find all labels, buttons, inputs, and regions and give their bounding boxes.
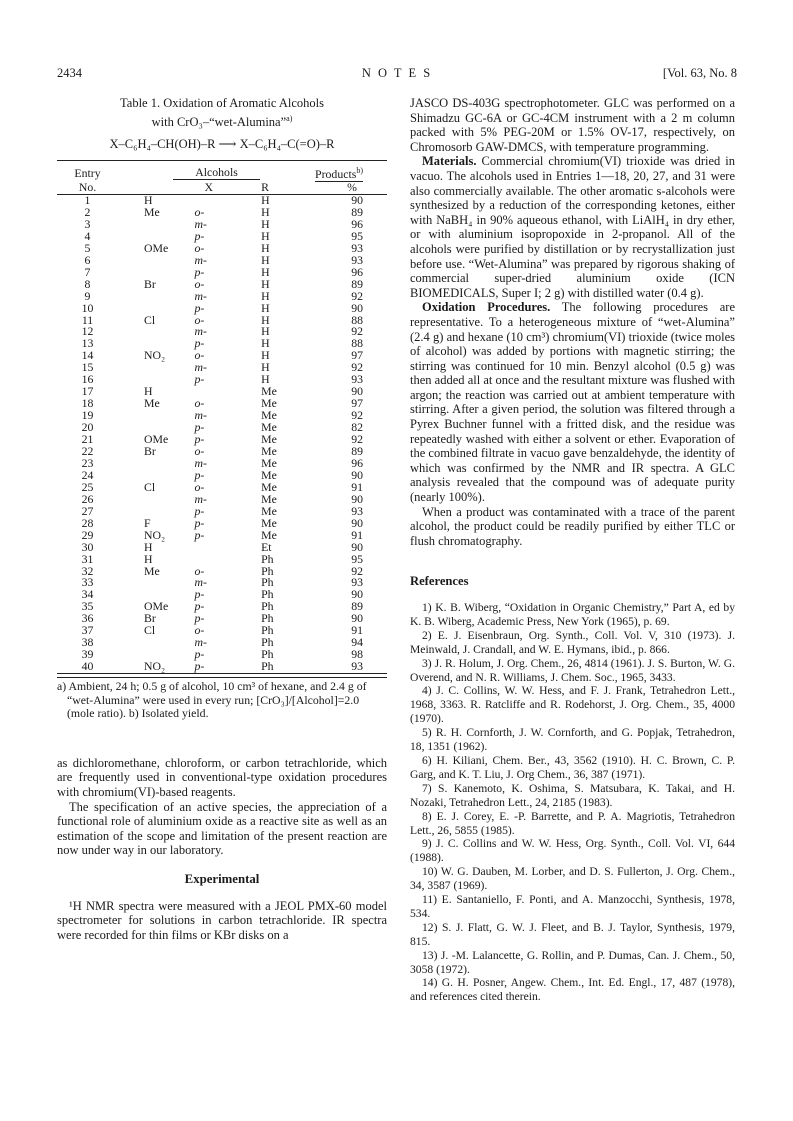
oxidation-heading: Oxidation Procedures. — [422, 300, 551, 315]
reference-item: 5) R. H. Cornforth, J. W. Cornforth, and G. Popjak, Tetrahedron, 18, 1351 (1962). — [410, 726, 735, 754]
table-cell — [118, 219, 188, 231]
table-cell: H — [261, 264, 270, 279]
table-row — [57, 566, 387, 578]
table-row — [57, 625, 387, 637]
table-cell: 31 — [81, 551, 94, 566]
table-cell: m- — [194, 324, 207, 339]
table-cell: m- — [194, 252, 207, 267]
table-cell: 9 — [84, 288, 91, 303]
table-cell: 90 — [351, 539, 363, 554]
table-cell: 82 — [351, 420, 363, 435]
table-cell: 96 — [351, 455, 363, 470]
table-cell: 15 — [81, 360, 94, 375]
table-cell: 7 — [84, 264, 91, 279]
table-cell: Cl — [144, 623, 156, 638]
reference-item: 2) E. J. Eisenbraun, Org. Synth., Coll. Vol. V, 310 (1973). J. Meinwald, J. Crandall, and W. E. Hymans, ibid., p. 866. — [410, 628, 735, 656]
table-cell: p- — [194, 372, 205, 387]
table-cell: 6 — [84, 252, 91, 267]
table-cell: Ph — [261, 587, 274, 602]
header-products-sup: b) — [356, 166, 363, 176]
table-row — [57, 613, 387, 625]
table-cell: p- — [194, 420, 205, 435]
table-cell: Ph — [261, 563, 274, 578]
table-cell: Ph — [261, 661, 315, 673]
table-cell: 34 — [81, 587, 94, 602]
table-cell: 33 — [81, 575, 94, 590]
table-cell: 24 — [81, 467, 94, 482]
table-cell: Me — [261, 396, 277, 411]
table-row — [57, 577, 387, 589]
table-cell — [118, 458, 188, 470]
table-cell: Me — [261, 515, 277, 530]
table-row — [57, 434, 387, 446]
table-row — [57, 661, 387, 673]
table-row — [57, 470, 387, 482]
table-cell: Br — [144, 444, 156, 458]
table-caption — [57, 96, 387, 152]
table-cell: NO₂ — [118, 661, 188, 673]
table-cell: m- — [194, 408, 207, 423]
table-cell: 93 — [351, 503, 363, 518]
table-cell — [118, 577, 188, 589]
table-cell: 23 — [81, 455, 94, 470]
table-cell: m- — [194, 491, 207, 506]
table-cell: 90 — [351, 587, 363, 602]
table-cell: Me — [261, 432, 277, 447]
table-row — [57, 207, 387, 219]
table-cell — [118, 410, 188, 422]
table-cell: 11 — [81, 312, 94, 327]
table-cell: 32 — [81, 563, 94, 578]
table-cell: 92 — [351, 360, 363, 375]
table-cell: Me — [261, 479, 277, 494]
table-cell: Me — [261, 420, 277, 435]
table-cell: Me — [144, 396, 160, 411]
table-row — [57, 303, 387, 315]
table-cell: p- — [194, 503, 205, 518]
table-row — [57, 398, 387, 410]
table-row — [57, 194, 387, 206]
experimental-heading: Experimental — [184, 872, 260, 887]
reference-item: 11) E. Santaniello, F. Ponti, and A. Manzocchi, Synthesis, 1978, 534. — [410, 893, 735, 920]
table-cell: p- — [194, 611, 205, 626]
table-cell: Me — [261, 527, 277, 542]
table-cell: 96 — [351, 216, 363, 231]
table-cell: 30 — [81, 539, 94, 554]
table-cell: o- — [194, 204, 205, 219]
table-cell: p- — [194, 647, 205, 662]
table-cell: 96 — [351, 264, 363, 279]
table-row — [57, 589, 387, 601]
table-cell: NO₂ — [144, 527, 166, 542]
data-table — [57, 160, 387, 674]
table-row — [57, 315, 387, 327]
table-cell: Me — [261, 444, 277, 458]
table-cell: 26 — [81, 491, 94, 506]
table-cell — [118, 362, 188, 374]
table-cell: Et — [261, 539, 272, 554]
table-cell: H — [261, 300, 270, 315]
table-cell: 40 — [57, 661, 118, 673]
table-cell: 37 — [81, 623, 94, 638]
table-title-sup: a) — [286, 114, 293, 123]
table-cell: Cl — [144, 312, 156, 327]
table-cell: m- — [194, 216, 207, 231]
table-cell: 94 — [351, 635, 363, 650]
table-cell: 16 — [81, 372, 94, 387]
table-cell: Ph — [261, 635, 274, 650]
table-cell: Br — [144, 276, 156, 291]
paragraph: as dichloromethane, chloroform, or carbon tetrachloride, which are frequently used in conventional-type oxidation procedures with chromium(VI)-based reagents. — [57, 755, 387, 800]
table-cell: 35 — [81, 599, 94, 614]
left-column — [57, 96, 387, 942]
right-column — [410, 96, 735, 1004]
table-cell: H — [261, 336, 270, 351]
table-row — [57, 637, 387, 649]
table-cell: 93 — [315, 661, 387, 673]
table-cell — [118, 255, 188, 267]
table-cell: o- — [194, 396, 205, 411]
reference-item: 12) S. J. Flatt, G. W. J. Fleet, and B. J. Taylor, Synthesis, 1979, 815. — [410, 920, 735, 948]
table-row — [57, 458, 387, 470]
paragraph: ¹H NMR spectra were measured with a JEOL PMX-60 model spectrometer for solutions in carbon tetrachloride. IR spectra were recorded for thin films or KBr disks on a — [57, 898, 387, 942]
table-cell: p- — [194, 515, 205, 530]
table-cell — [118, 494, 188, 506]
references-heading: References — [410, 574, 469, 589]
table-cell: 25 — [81, 479, 94, 494]
header-products: Products — [315, 167, 357, 182]
table-cell: p- — [194, 432, 205, 447]
table-row — [57, 362, 387, 374]
reference-list — [410, 601, 735, 1004]
table-cell: 95 — [351, 551, 363, 566]
running-header — [57, 66, 737, 86]
reference-item: 10) W. G. Dauben, M. Lorber, and D. S. Fullerton, J. Org. Chem., 34, 3587 (1969). — [410, 865, 735, 893]
table-header-row-1 — [57, 161, 387, 182]
table-cell: 91 — [351, 623, 363, 638]
materials-heading: Materials. — [422, 154, 477, 169]
table-cell: Br — [144, 611, 156, 626]
table-row — [57, 410, 387, 422]
header-percent: % — [315, 182, 387, 194]
table-cell: 93 — [351, 252, 363, 267]
table-cell: 21 — [81, 432, 94, 447]
reference-item: 6) H. Kiliani, Chem. Ber., 43, 3562 (1910). H. C. Brown, C. P. Garg, and K. T. Liu, J. Org Chem., 36, 387 (1971). — [410, 753, 735, 781]
table-row — [57, 338, 387, 350]
table-cell: 2 — [84, 204, 91, 219]
reference-item: 8) E. J. Corey, E. -P. Barrette, and P. A. Magriotis, Tetrahedron Lett., 26, 5855 (1985). — [410, 809, 735, 837]
table-row — [57, 231, 387, 243]
table-cell: H — [261, 360, 270, 375]
table-cell: 29 — [81, 527, 94, 542]
table-cell — [118, 374, 188, 386]
table-row — [57, 255, 387, 267]
table-cell: H — [144, 192, 153, 207]
table-cell: 90 — [351, 384, 363, 399]
table-cell: p- — [194, 587, 205, 602]
table-cell: 92 — [351, 432, 363, 447]
reference-item: 14) G. H. Posner, Angew. Chem., Int. Ed. Engl., 17, 487 (1978), and references cited therein. — [410, 976, 735, 1004]
table-cell: OMe — [144, 432, 169, 447]
table-row — [57, 219, 387, 231]
table-cell: F — [144, 515, 151, 530]
table-cell — [118, 326, 188, 338]
table-cell: Me — [261, 455, 277, 470]
table-cell: p- — [194, 228, 205, 243]
table-cell: 88 — [351, 312, 363, 327]
table-cell: H — [261, 252, 270, 267]
table-row — [57, 649, 387, 661]
table-row — [57, 350, 387, 362]
table-cell: 18 — [81, 396, 94, 411]
table-cell: H — [261, 240, 270, 255]
table-row — [57, 482, 387, 494]
table-cell: o- — [194, 563, 205, 578]
header-r: R — [261, 182, 315, 194]
table-cell: Me — [144, 563, 160, 578]
table-cell: 19 — [81, 408, 94, 423]
table-cell: o- — [194, 444, 205, 458]
table-cell: H — [261, 192, 270, 207]
table-cell: 12 — [81, 324, 94, 339]
materials-text: Commercial chromium(VI) trioxide was dried in vacuo. The alcohols used in Entries 1—18, 20, 27, and 31 were also commercially available. The other aromatic s-alcohols were synthesized by a reduction of the corresponding ketones, either with NaBH₄ in 90% aqueous ethanol, with LiAlH₄ in dry ether, or with aluminium isopropoxide in 2-propanol. All of the alcohols were purified by distillation or by recrystallization just before use. “Wet-Alumina” was prepared by rigorous shaking of commercial super-dried aluminium oxide (ICN BIOMEDICALS, Super I; 2 g) with distilled water (0.4 g). — [410, 154, 735, 300]
table-cell: p- — [194, 300, 205, 315]
table-cell: H — [261, 204, 270, 219]
table-cell — [118, 637, 188, 649]
table-cell: 92 — [351, 563, 363, 578]
table-row — [57, 374, 387, 386]
table-cell: H — [261, 372, 270, 387]
paragraph: The specification of an active species, the appreciation of a functional role of aluminium oxide as a reactive site as well as an estimation of the scope and limitation of the present reaction are now under way in our laboratory. — [57, 799, 387, 858]
volume-info: [Vol. 63, No. 8 — [662, 66, 737, 80]
table-cell: m- — [194, 360, 207, 375]
table-cell: 90 — [351, 192, 363, 207]
table-cell: p- — [188, 661, 261, 673]
table-cell: 22 — [81, 444, 94, 458]
table-cell: 93 — [351, 372, 363, 387]
table-row — [57, 386, 387, 398]
table-cell: 91 — [351, 479, 363, 494]
table-title: Table 1. Oxidation of Aromatic Alcohols — [120, 96, 324, 110]
paragraph: JASCO DS-403G spectrophotometer. GLC was performed on a Shimadzu GC-6A or GC-4CM instrument with a 2 m column packed with 5% PEG-20M or 1.5% OV-17, respectively, on Chromosorb GAW-DMCS, with temperature programming. — [410, 96, 735, 154]
reaction-equation: X–C₆H₄–CH(OH)–R ⟶ X–C₆H₄–C(=O)–R — [109, 137, 335, 152]
table-cell: H — [144, 539, 153, 554]
header-x: X — [188, 182, 261, 194]
table-row — [57, 494, 387, 506]
table-row — [57, 554, 387, 566]
table-cell — [118, 291, 188, 303]
table-cell: 90 — [351, 491, 363, 506]
table-cell: Ph — [261, 647, 274, 662]
table-cell: o- — [194, 479, 205, 494]
table-cell — [188, 542, 261, 554]
table-cell: Me — [144, 204, 160, 219]
table-cell: 97 — [351, 348, 363, 363]
table-cell: 13 — [81, 336, 94, 351]
table-row — [57, 267, 387, 279]
table-cell: 93 — [351, 575, 363, 590]
table-cell: Ph — [261, 551, 274, 566]
table-cell: H — [261, 228, 270, 243]
table-cell: 1 — [84, 192, 91, 207]
header-no: No. — [57, 182, 118, 194]
table-cell: 92 — [351, 324, 363, 339]
table-row — [57, 542, 387, 554]
table-cell: o- — [194, 348, 205, 363]
page-number: 2434 — [57, 66, 82, 80]
table-row — [57, 326, 387, 338]
table-cell: o- — [194, 312, 205, 327]
table-cell: 93 — [351, 240, 363, 255]
table-cell: m- — [194, 635, 207, 650]
table-cell: Cl — [144, 479, 156, 494]
table-cell: H — [261, 288, 270, 303]
table-cell: Ph — [261, 611, 274, 626]
reference-item: 3) J. R. Holum, J. Org. Chem., 26, 4814 (1961). J. S. Burton, W. G. Overend, and N. R. Williams, J. Chem. Soc., 1965, 3433. — [410, 656, 735, 684]
table-cell: H — [261, 324, 270, 339]
reference-item: 7) S. Kanemoto, K. Oshima, S. Matsubara, K. Takai, and H. Nozaki, Tetrahedron Lett., 24, 2185 (1983). — [410, 781, 735, 809]
table-cell: OMe — [144, 240, 169, 255]
table-cell: 92 — [351, 408, 363, 423]
table-header-row-2 — [57, 182, 387, 194]
table-cell: Me — [261, 491, 277, 506]
table-cell: 97 — [351, 396, 363, 411]
table-cell: 91 — [351, 527, 363, 542]
table-cell: 89 — [351, 599, 363, 614]
table-cell: H — [261, 312, 270, 327]
table-cell: 90 — [351, 467, 363, 482]
table-cell: p- — [194, 467, 205, 482]
table-row — [57, 506, 387, 518]
oxidation-text: The following procedures are representative. To a heterogeneous mixture of “wet-Alumina” (2.4 g) and hexane (10 cm³) chromium(VI) trioxide (twice moles of alcohol) was added by portions with magnetic stirring; the stirring was continued for 10 min. Benzyl alcohol (0.5 g) was then added all at once and the resultant mixture was flushed with argon; the reaction was carried out at ambient temperature with stirring. After a given period, the solution was filtered through a Pyrex Buchner funnel with a fritted disk, and the residue was repeatedly washed with either a solvent or ether. Evaporation of the combined filtrate in vacuo gave benzaldehyde, the identity of which was confirmed by the NMR and IR spectra. A GLC analysis revealed that the compound was of adequate purity (nearly 100%). — [410, 300, 735, 505]
table-cell: o- — [194, 623, 205, 638]
table-cell: H — [261, 216, 270, 231]
table-cell: p- — [194, 336, 205, 351]
table-cell: 36 — [81, 611, 94, 626]
table-cell: 89 — [351, 444, 363, 458]
table-cell: m- — [194, 575, 207, 590]
table-cell: 27 — [81, 503, 94, 518]
table-cell: Me — [261, 408, 277, 423]
table-cell: OMe — [144, 599, 169, 614]
table-row — [57, 291, 387, 303]
table-cell: H — [144, 551, 153, 566]
table-row — [57, 601, 387, 613]
table-cell: Me — [261, 384, 277, 399]
table-cell: p- — [194, 264, 205, 279]
left-body — [57, 756, 387, 943]
table-cell: 98 — [351, 647, 363, 662]
table-cell — [118, 506, 188, 518]
table-row — [57, 279, 387, 291]
table-cell: Ph — [261, 623, 274, 638]
table-cell: 88 — [351, 336, 363, 351]
table-row — [57, 530, 387, 542]
table-cell: 8 — [84, 276, 91, 291]
table-cell: o- — [194, 276, 205, 291]
reference-item: 13) J. -M. Lalancette, G. Rollin, and P. Dumas, Can. J. Chem., 50, 3058 (1972). — [410, 948, 735, 976]
table-body — [57, 194, 387, 673]
table-title-cont: with CrO₃–“wet-Alumina” — [151, 115, 287, 130]
table-cell: 92 — [351, 288, 363, 303]
table-cell: 89 — [351, 204, 363, 219]
table-cell: 39 — [81, 647, 94, 662]
table-cell: 90 — [351, 300, 363, 315]
table-cell: H — [261, 276, 270, 291]
table-cell: m- — [194, 288, 207, 303]
reference-item: 1) K. B. Wiberg, “Oxidation in Organic Chemistry,” Part A, ed by K. B. Wiberg, Academic Press, New York (1965), p. 69. — [410, 601, 735, 628]
table-cell: H — [144, 384, 153, 399]
table-row — [57, 446, 387, 458]
table-cell: Me — [261, 467, 277, 482]
table-cell: H — [261, 348, 270, 363]
table-row — [57, 422, 387, 434]
reference-item: 4) J. C. Collins, W. W. Hess, and F. J. Frank, Tetrahedron Lett., 1968, 3363. R. Ratcliffe and R. Rodehorst, J. Org. Chem., 35, 4000 (1970). — [410, 684, 735, 726]
table-footnote: a) Ambient, 24 h; 0.5 g of alcohol, 10 cm³ of hexane, and 2.4 g of “wet-Alumina” were used in every run; [CrO₃]/[Alcohol]=2.0 (mole ratio). b) Isolated yield. — [57, 677, 387, 721]
table-cell: 14 — [81, 348, 94, 363]
table-cell: o- — [194, 240, 205, 255]
header-entry: Entry — [57, 161, 118, 182]
table-cell: m- — [194, 455, 207, 470]
table-cell: Ph — [261, 575, 274, 590]
table-cell: 17 — [81, 384, 94, 399]
table-cell: 20 — [81, 420, 94, 435]
table-cell: 5 — [84, 240, 91, 255]
table-cell: 10 — [81, 300, 94, 315]
table-cell: p- — [194, 599, 205, 614]
table-row — [57, 243, 387, 255]
table-cell: p- — [194, 527, 205, 542]
table-cell: 90 — [351, 515, 363, 530]
paragraph: When a product was contaminated with a trace of the parent alcohol, the product could be readily purified by either TLC or flush chromatography. — [410, 504, 735, 548]
table-cell: 38 — [81, 635, 94, 650]
table-cell: Ph — [261, 599, 274, 614]
section-title: N O T E S — [361, 66, 433, 80]
table-cell: 89 — [351, 276, 363, 291]
table-cell: NO₂ — [144, 348, 166, 363]
table-cell: 95 — [351, 228, 363, 243]
table-cell: 3 — [84, 216, 91, 231]
table-cell: Me — [261, 503, 277, 518]
table-cell: 90 — [351, 611, 363, 626]
table-row — [57, 518, 387, 530]
reference-item: 9) J. C. Collins and W. W. Hess, Org. Synth., Coll. Vol. VI, 644 (1988). — [410, 837, 735, 865]
table-cell: 4 — [84, 228, 91, 243]
header-alcohols: Alcohols — [173, 167, 260, 180]
table-cell: 28 — [81, 515, 94, 530]
